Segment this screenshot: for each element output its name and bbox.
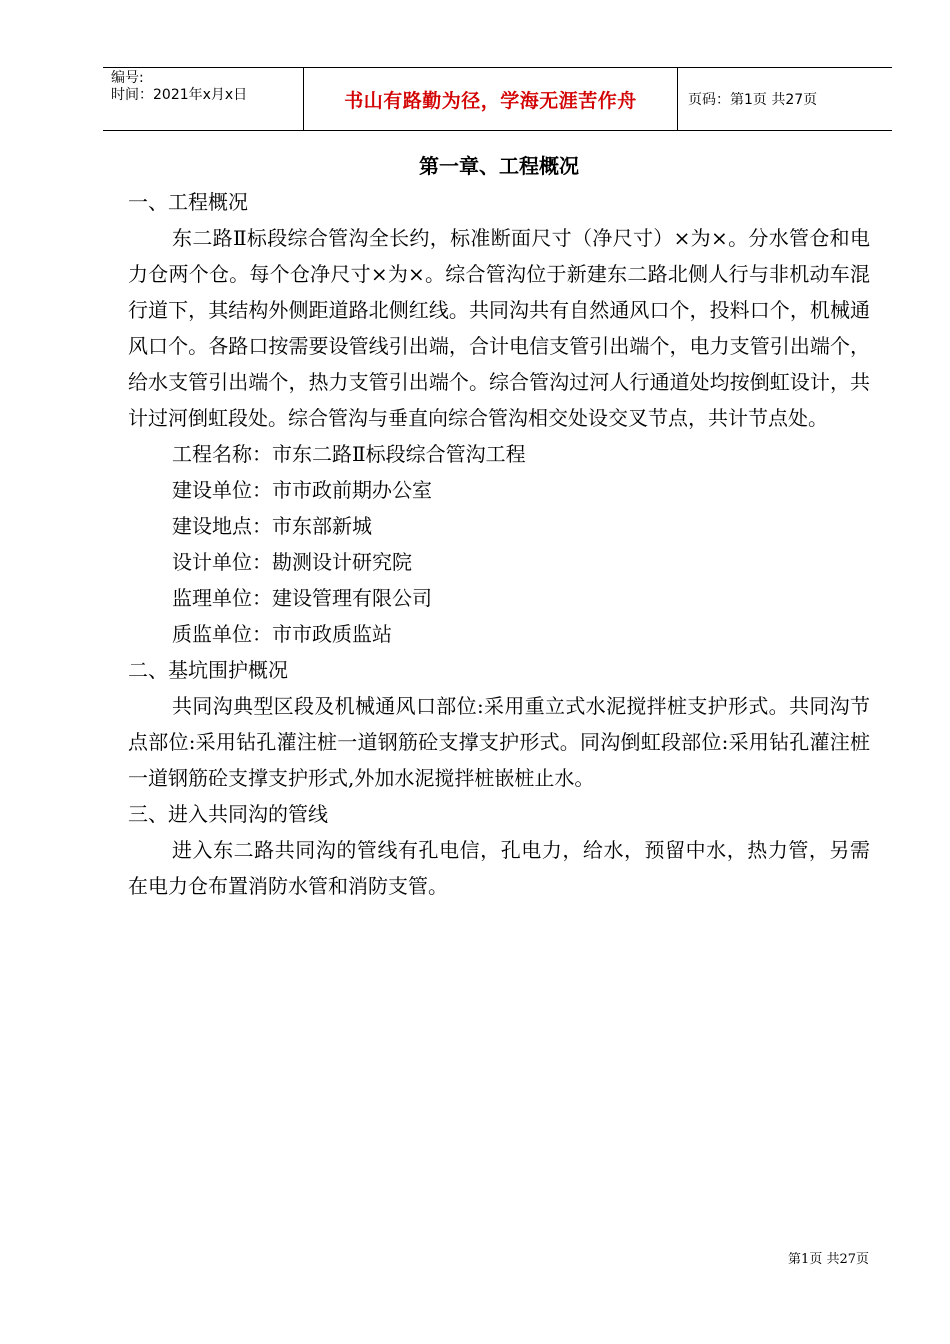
- section-heading: 三、进入共同沟的管线: [128, 802, 328, 826]
- time-label: 时间：2021年x月x日: [111, 87, 248, 103]
- page-footer: 第1页 共27页: [788, 1252, 869, 1267]
- document-header: [103, 67, 892, 131]
- section-paragraph: 进入东二路共同沟的管线有孔电信，孔电力，给水，预留中水，热力管，另需在电力仓布置消防水管和消防支管。: [128, 838, 870, 898]
- design-unit-line: 设计单位：勘测设计研究院: [172, 550, 412, 574]
- supervision-unit-line: 监理单位：建设管理有限公司: [172, 586, 432, 610]
- chapter-title: 第一章、工程概况: [419, 154, 579, 178]
- document-body: [128, 148, 870, 904]
- project-name-line: 工程名称：市东二路Ⅱ标段综合管沟工程: [172, 442, 526, 466]
- section-paragraph: 共同沟典型区段及机械通风口部位:采用重立式水泥搅拌桩支护形式。共同沟节点部位:采用钻孔灌注桩一道钢筋砼支撑支护形式。同沟倒虹段部位:采用钻孔灌注桩一道钢筋砼支撑支护形式,外加水泥搅拌桩嵌桩止水。: [128, 694, 870, 790]
- quality-supervision-line: 质监单位：市市政质监站: [172, 622, 392, 646]
- serial-label: 编号:: [111, 70, 144, 86]
- section-heading: 一、工程概况: [128, 190, 248, 214]
- section-paragraph: 东二路Ⅱ标段综合管沟全长约，标准断面尺寸（净尺寸）×为×。分水管仓和电力仓两个仓。每个仓净尺寸×为×。综合管沟位于新建东二路北侧人行与非机动车混行道下，其结构外侧距道路北侧红线。共同沟共有自然通风口个，投料口个，机械通风口个。各路口按需要设管线引出端，合计电信支管引出端个，电力支管引出端个，给水支管引出端个，热力支管引出端个。综合管沟过河人行通道处均按倒虹设计，共计过河倒虹段处。综合管沟与垂直向综合管沟相交处设交叉节点，共计节点处。: [128, 226, 870, 430]
- header-motto: 书山有路勤为径，学海无涯苦作舟: [304, 68, 678, 130]
- header-meta: [103, 68, 304, 130]
- construction-site-line: 建设地点：市东部新城: [172, 514, 372, 538]
- section-heading: 二、基坑围护概况: [128, 658, 288, 682]
- header-page-info: 页码：第1页 共27页: [688, 92, 818, 108]
- construction-unit-line: 建设单位：市市政前期办公室: [172, 478, 432, 502]
